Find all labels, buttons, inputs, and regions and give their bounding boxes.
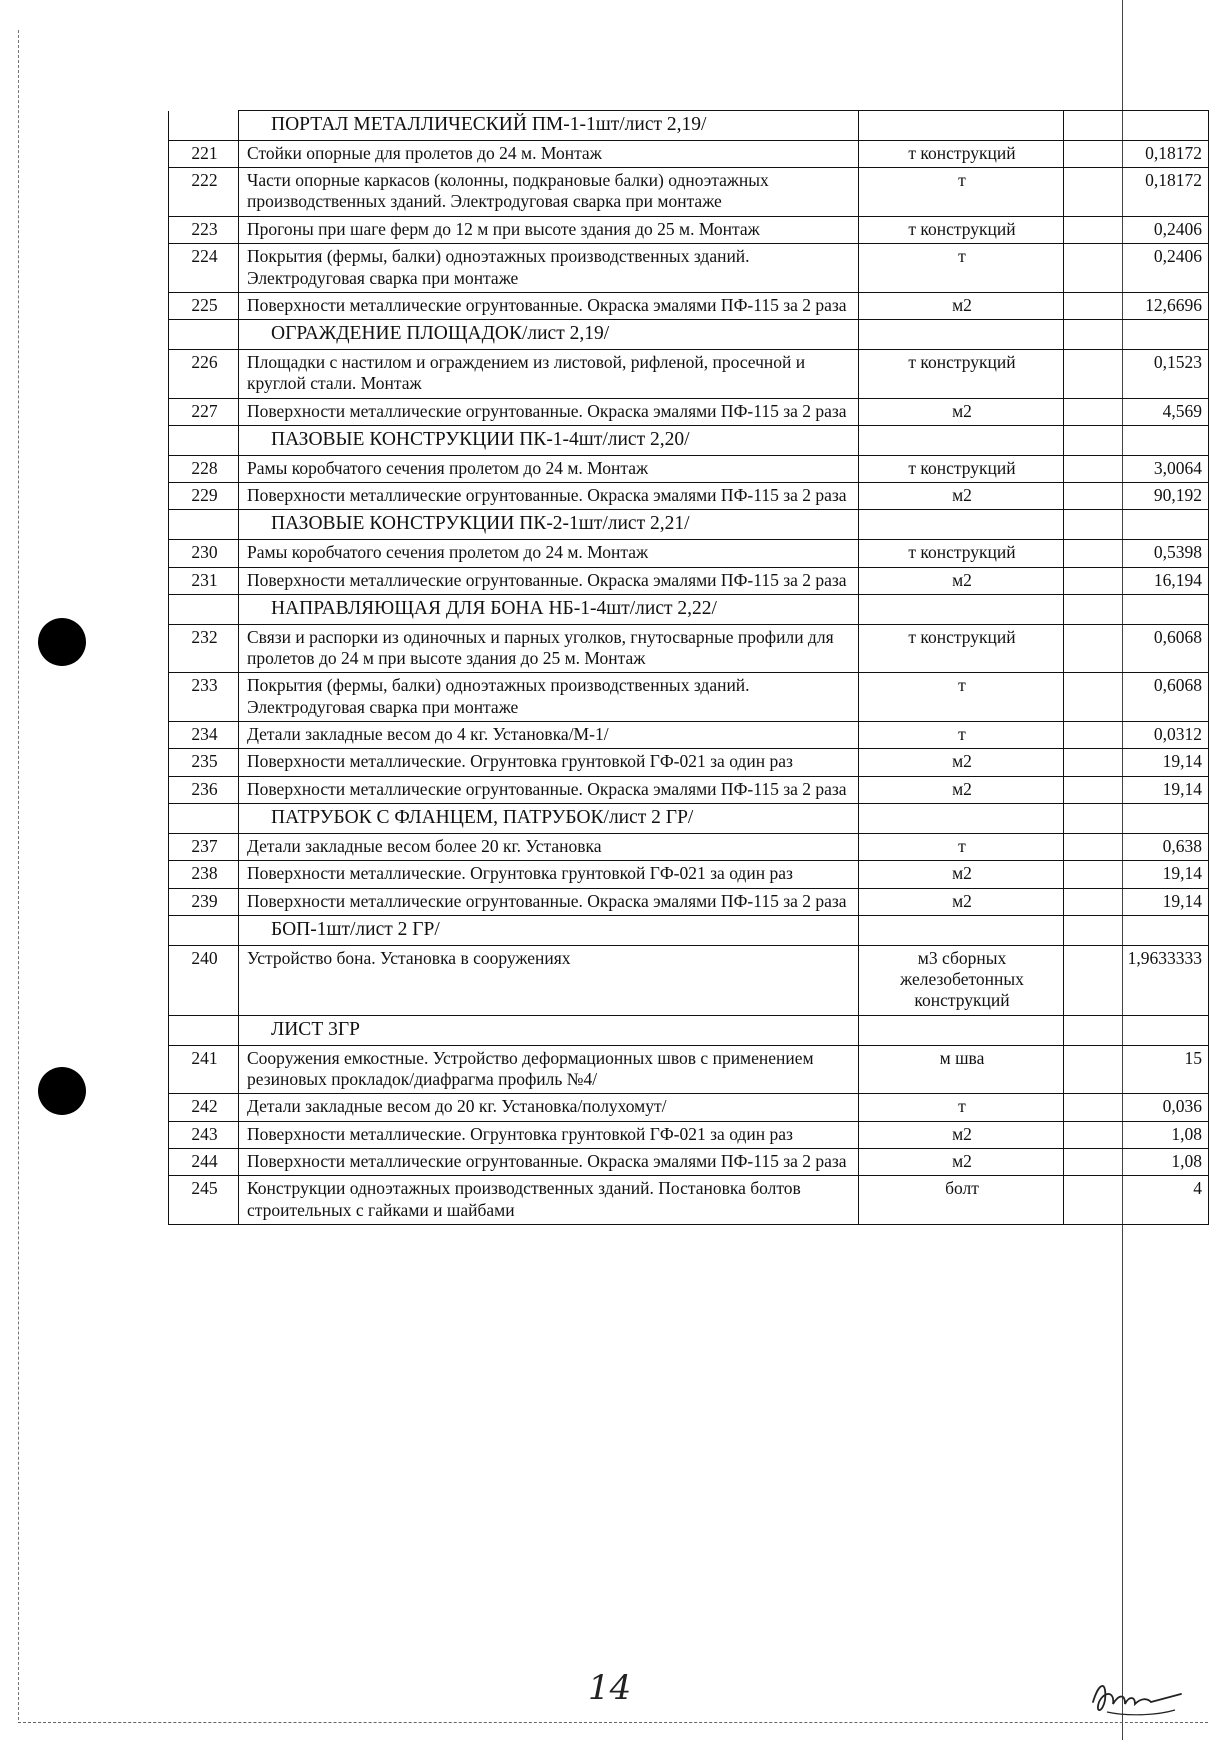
item-quantity: 0,036	[1064, 1094, 1209, 1121]
item-unit: т	[859, 722, 1064, 749]
item-number: 238	[169, 861, 239, 888]
section-number-cell	[169, 915, 239, 945]
table-row	[169, 673, 1209, 722]
table-row	[169, 168, 1209, 217]
section-unit-cell	[859, 915, 1064, 945]
item-unit: м2	[859, 398, 1064, 425]
table-row	[169, 567, 1209, 594]
item-unit: м2	[859, 888, 1064, 915]
section-title: НАПРАВЛЯЮЩАЯ ДЛЯ БОНА НБ-1-4шт/лист 2,22/	[239, 594, 859, 624]
section-number-cell	[169, 510, 239, 540]
estimate-table-body	[169, 111, 1209, 1225]
item-quantity: 12,6696	[1064, 292, 1209, 319]
table-row	[169, 1121, 1209, 1148]
table-row	[169, 349, 1209, 398]
item-unit: м2	[859, 861, 1064, 888]
section-qty-cell	[1064, 320, 1209, 350]
section-title: ПАТРУБОК С ФЛАНЦЕМ, ПАТРУБОК/лист 2 ГР/	[239, 804, 859, 834]
item-quantity: 0,2406	[1064, 244, 1209, 293]
section-number-cell	[169, 804, 239, 834]
table-row	[169, 776, 1209, 803]
section-title: ОГРАЖДЕНИЕ ПЛОЩАДОК/лист 2,19/	[239, 320, 859, 350]
item-unit: т конструкций	[859, 624, 1064, 673]
table-row	[169, 749, 1209, 776]
item-description: Поверхности металлические. Огрунтовка грунтовкой ГФ-021 за один раз	[239, 861, 859, 888]
section-unit-cell	[859, 426, 1064, 456]
item-number: 245	[169, 1176, 239, 1225]
section-unit-cell	[859, 111, 1064, 141]
item-number: 241	[169, 1045, 239, 1094]
section-row	[169, 320, 1209, 350]
item-description: Поверхности металлические огрунтованные. Окраска эмалями ПФ-115 за 2 раза	[239, 888, 859, 915]
item-number: 235	[169, 749, 239, 776]
item-description: Поверхности металлические огрунтованные. Окраска эмалями ПФ-115 за 2 раза	[239, 292, 859, 319]
item-unit: т конструкций	[859, 349, 1064, 398]
table-row	[169, 455, 1209, 482]
section-row	[169, 111, 1209, 141]
item-quantity: 0,0312	[1064, 722, 1209, 749]
section-qty-cell	[1064, 510, 1209, 540]
item-unit: т	[859, 168, 1064, 217]
item-number: 222	[169, 168, 239, 217]
item-number: 233	[169, 673, 239, 722]
table-row	[169, 1094, 1209, 1121]
section-number-cell	[169, 594, 239, 624]
item-quantity: 1,08	[1064, 1148, 1209, 1175]
item-quantity: 19,14	[1064, 776, 1209, 803]
table-row	[169, 244, 1209, 293]
item-unit: т	[859, 244, 1064, 293]
item-description: Площадки с настилом и ограждением из листовой, рифленой, просечной и круглой стали. Монтаж	[239, 349, 859, 398]
item-unit: м2	[859, 776, 1064, 803]
table-row	[169, 398, 1209, 425]
item-quantity: 90,192	[1064, 483, 1209, 510]
page-number: 14	[588, 1668, 632, 1708]
item-number: 239	[169, 888, 239, 915]
item-number: 229	[169, 483, 239, 510]
punch-hole-icon	[38, 618, 86, 666]
item-unit: т конструкций	[859, 216, 1064, 243]
item-quantity: 0,5398	[1064, 540, 1209, 567]
item-number: 236	[169, 776, 239, 803]
item-number: 225	[169, 292, 239, 319]
item-unit: м2	[859, 1148, 1064, 1175]
item-unit: т конструкций	[859, 455, 1064, 482]
section-unit-cell	[859, 594, 1064, 624]
item-quantity: 0,6068	[1064, 624, 1209, 673]
item-unit: м2	[859, 292, 1064, 319]
item-quantity: 0,638	[1064, 833, 1209, 860]
item-number: 227	[169, 398, 239, 425]
item-number: 224	[169, 244, 239, 293]
item-description: Детали закладные весом до 20 кг. Установка/полухомут/	[239, 1094, 859, 1121]
table-row	[169, 888, 1209, 915]
section-row	[169, 804, 1209, 834]
item-number: 226	[169, 349, 239, 398]
item-description: Части опорные каркасов (колонны, подкрановые балки) одноэтажных производственных зданий. Электродуговая сварка при монтаже	[239, 168, 859, 217]
item-description: Рамы коробчатого сечения пролетом до 24 м. Монтаж	[239, 455, 859, 482]
item-quantity: 19,14	[1064, 749, 1209, 776]
table-row	[169, 722, 1209, 749]
item-number: 242	[169, 1094, 239, 1121]
item-quantity: 15	[1064, 1045, 1209, 1094]
item-number: 231	[169, 567, 239, 594]
table-row	[169, 1176, 1209, 1225]
table-row	[169, 861, 1209, 888]
item-description: Прогоны при шаге ферм до 12 м при высоте здания до 25 м. Монтаж	[239, 216, 859, 243]
item-number: 232	[169, 624, 239, 673]
item-number: 243	[169, 1121, 239, 1148]
table-row	[169, 540, 1209, 567]
section-number-cell	[169, 111, 239, 141]
table-row	[169, 945, 1209, 1015]
item-unit: м2	[859, 567, 1064, 594]
section-title: ЛИСТ 3ГР	[239, 1015, 859, 1045]
section-qty-cell	[1064, 111, 1209, 141]
item-description: Покрытия (фермы, балки) одноэтажных производственных зданий. Электродуговая сварка при монтаже	[239, 244, 859, 293]
scan-edge-bottom	[18, 1722, 1208, 1723]
section-qty-cell	[1064, 594, 1209, 624]
item-number: 228	[169, 455, 239, 482]
section-number-cell	[169, 320, 239, 350]
item-quantity: 4,569	[1064, 398, 1209, 425]
item-quantity: 1,08	[1064, 1121, 1209, 1148]
item-unit: т	[859, 673, 1064, 722]
item-description: Покрытия (фермы, балки) одноэтажных производственных зданий. Электродуговая сварка при монтаже	[239, 673, 859, 722]
item-number: 244	[169, 1148, 239, 1175]
item-unit: м шва	[859, 1045, 1064, 1094]
table-row	[169, 833, 1209, 860]
table-row	[169, 624, 1209, 673]
item-unit: т	[859, 1094, 1064, 1121]
table-row	[169, 140, 1209, 167]
section-title: ПОРТАЛ МЕТАЛЛИЧЕСКИЙ ПМ-1-1шт/лист 2,19/	[239, 111, 859, 141]
item-quantity: 0,18172	[1064, 140, 1209, 167]
item-number: 221	[169, 140, 239, 167]
item-unit: т конструкций	[859, 540, 1064, 567]
item-quantity: 16,194	[1064, 567, 1209, 594]
section-title: ПАЗОВЫЕ КОНСТРУКЦИИ ПК-1-4шт/лист 2,20/	[239, 426, 859, 456]
section-title: ПАЗОВЫЕ КОНСТРУКЦИИ ПК-2-1шт/лист 2,21/	[239, 510, 859, 540]
item-unit: м2	[859, 483, 1064, 510]
section-row	[169, 1015, 1209, 1045]
item-description: Поверхности металлические огрунтованные. Окраска эмалями ПФ-115 за 2 раза	[239, 567, 859, 594]
scan-edge-left	[18, 30, 19, 1720]
item-unit: м2	[859, 1121, 1064, 1148]
item-unit: м2	[859, 749, 1064, 776]
item-quantity: 19,14	[1064, 888, 1209, 915]
item-unit: т	[859, 833, 1064, 860]
section-qty-cell	[1064, 804, 1209, 834]
item-unit: т конструкций	[859, 140, 1064, 167]
section-qty-cell	[1064, 1015, 1209, 1045]
item-description: Поверхности металлические огрунтованные. Окраска эмалями ПФ-115 за 2 раза	[239, 776, 859, 803]
section-unit-cell	[859, 804, 1064, 834]
item-description: Конструкции одноэтажных производственных зданий. Постановка болтов строительных с гайками и шайбами	[239, 1176, 859, 1225]
item-number: 230	[169, 540, 239, 567]
section-row	[169, 915, 1209, 945]
table-row	[169, 1045, 1209, 1094]
item-number: 223	[169, 216, 239, 243]
item-description: Поверхности металлические огрунтованные. Окраска эмалями ПФ-115 за 2 раза	[239, 483, 859, 510]
item-unit: болт	[859, 1176, 1064, 1225]
item-description: Поверхности металлические. Огрунтовка грунтовкой ГФ-021 за один раз	[239, 749, 859, 776]
section-qty-cell	[1064, 426, 1209, 456]
section-unit-cell	[859, 1015, 1064, 1045]
item-number: 237	[169, 833, 239, 860]
item-description: Поверхности металлические. Огрунтовка грунтовкой ГФ-021 за один раз	[239, 1121, 859, 1148]
item-description: Устройство бона. Установка в сооружениях	[239, 945, 859, 1015]
section-number-cell	[169, 426, 239, 456]
section-number-cell	[169, 1015, 239, 1045]
section-row	[169, 594, 1209, 624]
item-quantity: 0,2406	[1064, 216, 1209, 243]
signature-icon	[1085, 1672, 1195, 1720]
section-qty-cell	[1064, 915, 1209, 945]
estimate-table	[168, 110, 1209, 1225]
item-quantity: 0,1523	[1064, 349, 1209, 398]
item-quantity: 0,6068	[1064, 673, 1209, 722]
table-row	[169, 483, 1209, 510]
item-description: Поверхности металлические огрунтованные. Окраска эмалями ПФ-115 за 2 раза	[239, 1148, 859, 1175]
item-description: Сооружения емкостные. Устройство деформационных швов с применением резиновых прокладок/диафрагма профиль №4/	[239, 1045, 859, 1094]
item-description: Связи и распорки из одиночных и парных уголков, гнутосварные профили для пролетов до 24 м при высоте здания до 25 м. Монтаж	[239, 624, 859, 673]
item-unit: м3 сборных железобетонных конструкций	[859, 945, 1064, 1015]
item-description: Стойки опорные для пролетов до 24 м. Монтаж	[239, 140, 859, 167]
item-quantity: 19,14	[1064, 861, 1209, 888]
item-description: Детали закладные весом до 4 кг. Установка/М-1/	[239, 722, 859, 749]
section-row	[169, 426, 1209, 456]
table-row	[169, 216, 1209, 243]
item-description: Поверхности металлические огрунтованные. Окраска эмалями ПФ-115 за 2 раза	[239, 398, 859, 425]
item-quantity: 4	[1064, 1176, 1209, 1225]
item-quantity: 0,18172	[1064, 168, 1209, 217]
table-row	[169, 292, 1209, 319]
section-unit-cell	[859, 320, 1064, 350]
item-quantity: 3,0064	[1064, 455, 1209, 482]
section-title: БОП-1шт/лист 2 ГР/	[239, 915, 859, 945]
item-number: 234	[169, 722, 239, 749]
table-row	[169, 1148, 1209, 1175]
item-number: 240	[169, 945, 239, 1015]
section-row	[169, 510, 1209, 540]
punch-hole-icon	[38, 1067, 86, 1115]
item-quantity: 1,9633333	[1064, 945, 1209, 1015]
section-unit-cell	[859, 510, 1064, 540]
item-description: Рамы коробчатого сечения пролетом до 24 м. Монтаж	[239, 540, 859, 567]
item-description: Детали закладные весом более 20 кг. Установка	[239, 833, 859, 860]
